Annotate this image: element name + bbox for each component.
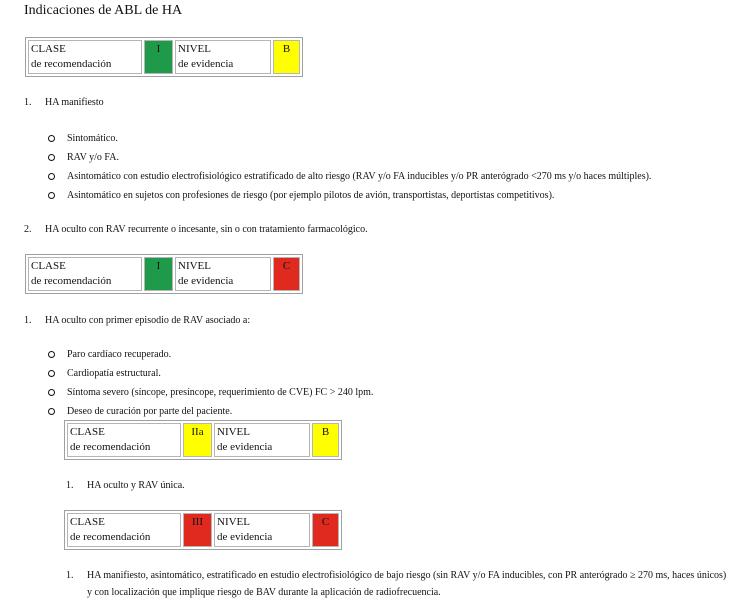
section-number: 1.: [66, 570, 74, 581]
recommendation-table-3: [64, 420, 342, 460]
nivel-label: NIVEL de evidencia: [214, 513, 310, 547]
section-text: HA oculto con RAV recurrente o incesante, sin o con tratamiento farmacológico.: [45, 224, 368, 235]
clase-value: III: [183, 513, 212, 547]
bullet-circle-icon: [48, 370, 55, 377]
list-item: Sintomático.: [48, 133, 118, 144]
nivel-value: C: [273, 257, 300, 291]
page-title: Indicaciones de ABL de HA: [24, 3, 183, 18]
bullet-circle-icon: [48, 351, 55, 358]
list-item: Cardiopatía estructural.: [48, 368, 161, 379]
clase-label: CLASE de recomendación: [28, 257, 142, 291]
list-item: Paro cardíaco recuperado.: [48, 349, 171, 360]
list-item: RAV y/o FA.: [48, 152, 119, 163]
nivel-value: C: [312, 513, 339, 547]
section-number: 1.: [66, 480, 74, 491]
clase-value: I: [144, 257, 173, 291]
clase-value: I: [144, 40, 173, 74]
section-number: 2.: [24, 224, 32, 235]
nivel-value: B: [312, 423, 339, 457]
bullet-circle-icon: [48, 135, 55, 142]
nivel-label: NIVEL de evidencia: [214, 423, 310, 457]
nivel-label: NIVEL de evidencia: [175, 40, 271, 74]
list-item: Deseo de curación por parte del paciente.: [48, 406, 232, 417]
recommendation-table-1: [25, 37, 303, 77]
bullet-circle-icon: [48, 173, 55, 180]
clase-label: CLASE de recomendación: [67, 513, 181, 547]
section-number: 1.: [24, 97, 32, 108]
clase-label: CLASE de recomendación: [28, 40, 142, 74]
bullet-circle-icon: [48, 389, 55, 396]
nivel-label: NIVEL de evidencia: [175, 257, 271, 291]
section-number: 1.: [24, 315, 32, 326]
bullet-circle-icon: [48, 408, 55, 415]
section-text: HA oculto y RAV única.: [87, 480, 185, 491]
section-text: HA manifiesto: [45, 97, 104, 108]
bullet-circle-icon: [48, 192, 55, 199]
nivel-value: B: [273, 40, 300, 74]
bullet-circle-icon: [48, 154, 55, 161]
list-item: Asintomático con estudio electrofisiológico estratificado de alto riesgo (RAV y/o FA inducibles y/o PR anterógrado <270 ms y/o haces múltiples).: [48, 171, 651, 182]
section-text: HA oculto con primer episodio de RAV asociado a:: [45, 315, 251, 326]
recommendation-table-4: [64, 510, 342, 550]
clase-label: CLASE de recomendación: [67, 423, 181, 457]
section-text: HA manifiesto, asintomático, estratificado en estudio electrofisiológico de bajo riesgo (sin RAV y/o FA inducibles, con PR anterógrado ≥ 270 ms, haces únicos) y con localización que implique riesgo de BAV durante la aplicación de radiofrecuencia.: [87, 570, 727, 598]
list-item: Asintomático en sujetos con profesiones de riesgo (por ejemplo pilotos de avión, transportistas, deportistas competitivos).: [48, 190, 554, 201]
list-item: Síntoma severo (síncope, presíncope, requerimiento de CVE) FC > 240 lpm.: [48, 387, 373, 398]
clase-value: IIa: [183, 423, 212, 457]
recommendation-table-2: [25, 254, 303, 294]
